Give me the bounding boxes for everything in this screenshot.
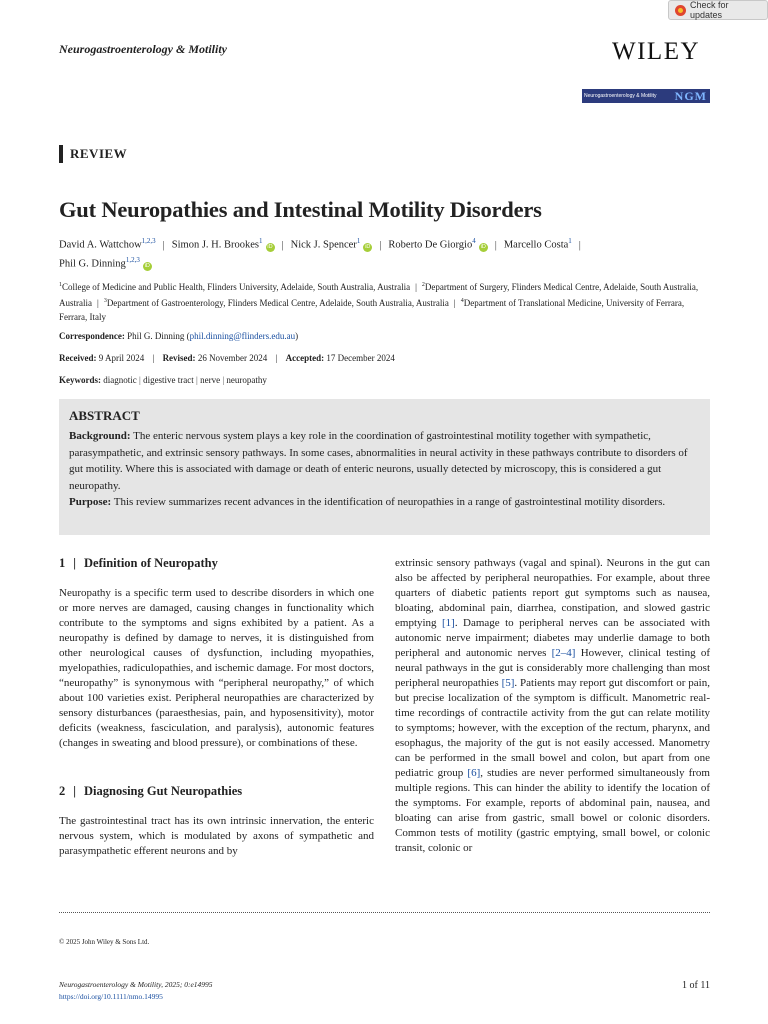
text-run: . Patients may report gut discomfort or pain, but precise localization of the symptom is difficult. Manometric real-time recordings of contractile activity from the gut can relate motility to symptoms; however, with the exception of the rectum, pharynx, and esophagus, the majority of the gut is not easily accessed. Manometry can be performed in the small bowel and colon, but apart from one pediatric group: [395, 677, 710, 779]
correspondence-email-link[interactable]: phil.dinning@flinders.edu.au: [189, 331, 296, 341]
article-title: Gut Neuropathies and Intestinal Motility Disorders: [59, 197, 542, 222]
publisher-logo: WILEY: [612, 38, 701, 65]
keyword-separator: |: [136, 375, 144, 385]
citation-link[interactable]: [1]: [442, 617, 455, 629]
citation-link[interactable]: [6]: [467, 767, 481, 779]
abstract-purpose: [69, 494, 700, 511]
section-2-paragraph: The gastrointestinal tract has its own intrinsic innervation, the enteric nervous system, which is modulated by axons of sympathetic and parasympathetic efferent neurons and by: [59, 815, 374, 857]
footer-divider: [59, 912, 710, 913]
author-separator: |: [162, 239, 165, 251]
author-affiliation-sup[interactable]: 1: [259, 237, 263, 245]
correspondence-name: Phil G. Dinning: [127, 331, 185, 341]
article-type-text: REVIEW: [70, 146, 128, 161]
text-run: extrinsic sensory pathways (vagal and spinal). Neurons in the gut can also be affected by peripheral neuropathies. For example, about three quarters of diabetic patients report gut symptoms such as nausea, bloating, abdominal pain, diarrhea, constipation, and slowed gastric emptying: [395, 557, 710, 629]
text-run: However, clinical testing of neural pathways in the gut is considerably more challenging than most peripheral neuropathies: [395, 647, 710, 689]
affiliation-separator: |: [415, 282, 417, 292]
section-1-heading: 1 | Definition of Neuropathy: [59, 556, 218, 570]
section-bar: [59, 145, 63, 163]
article-dates: Received: 9 April 2024 | Revised: 26 November 2024 | Accepted: 17 December 2024: [59, 353, 395, 363]
author-name[interactable]: Marcello Costa: [503, 239, 569, 251]
keyword[interactable]: nerve: [200, 375, 221, 385]
author-name[interactable]: Simon J. H. Brookes: [171, 239, 259, 251]
author-separator: |: [379, 239, 382, 251]
keyword[interactable]: diagnotic: [103, 375, 137, 385]
accepted-date: 17 December 2024: [326, 353, 395, 363]
keywords-label: Keywords:: [59, 375, 101, 385]
section-2-number: 2: [59, 784, 66, 798]
orcid-icon[interactable]: iD: [480, 243, 486, 250]
footer-citation: [59, 979, 213, 1003]
right-column: [395, 556, 710, 856]
journal-citation: Neurogastroenterology & Motility, 2025; 0:e14995: [59, 980, 213, 989]
journal-title: Neurogastroenterology & Motility: [59, 42, 227, 56]
author-separator: |: [578, 239, 581, 251]
correspondence-label: Correspondence:: [59, 331, 125, 341]
section-1-number: 1: [59, 556, 66, 570]
keyword-separator: |: [220, 375, 227, 385]
section-1-paragraph: Neuropathy is a specific term used to describe disorders in which one or more nerves are damaged, causing changes in functionality which contribute to the symptoms and signs exhibited by a patient. As a neuropathy is defined by damage to nerves, it is distinguished from other neurological causes of dysfunction, including myopathies, myelopathies, radiculopathies, and ischemic damage. For most doctors, “neuropathy” is synonymous with “peripheral neuropathy,” of which about 100 varieties exist. Peripheral neuropathies are characterized by sensory disturbances (paraesthesias, pain, and hyposensitivity), motor deficits (weakness, fasciculation, and paralysis), autonomic features (changes in sweating and blood pressure), or combinations of these.: [59, 587, 374, 749]
text-run: . Damage to peripheral nerves can be associated with autonomic nerve impairment; diabetes may underlie damage to both peripheral and autonomic nerves: [395, 617, 710, 659]
revised-label: Revised:: [162, 353, 196, 363]
affiliation-sup: 1: [59, 282, 62, 288]
citation-link[interactable]: [2–4]: [551, 647, 576, 659]
section-2-heading: 2 | Diagnosing Gut Neuropathies: [59, 784, 243, 798]
text-run: , studies are never performed simultaneously from multiple regions. This can hinder the ability to identify the location of the symptoms. For example, reports of abdominal pain, nausea, and bloating can arise from gastric, small bowel or colonic disorders. Common tests of motility (gastric emptying, small bowel, or colonic transit, colonic or: [395, 767, 710, 854]
section-2-title: Diagnosing Gut Neuropathies: [84, 784, 243, 798]
banner-text: Neurogastroenterology & Motility: [584, 93, 657, 99]
affiliation-sup: 4: [460, 298, 464, 304]
keyword-separator: |: [193, 375, 201, 385]
author-name[interactable]: Nick J. Spencer: [290, 239, 357, 251]
orcid-icon[interactable]: iD: [267, 243, 273, 250]
abstract-heading: ABSTRACT: [69, 408, 140, 423]
revised-date: 26 November 2024: [197, 353, 268, 363]
author-name[interactable]: David A. Wattchow: [59, 239, 142, 251]
keyword[interactable]: digestive tract: [143, 375, 194, 385]
check-for-updates-button[interactable]: [668, 0, 768, 20]
keywords: [59, 375, 267, 385]
crossmark-icon: [675, 5, 686, 16]
citation-link[interactable]: [5]: [501, 677, 515, 689]
affiliation-text: College of Medicine and Public Health, Flinders University, Adelaide, South Australia, Australia: [62, 282, 411, 292]
author-name[interactable]: Phil G. Dinning: [59, 258, 126, 270]
abstract-box: [59, 399, 710, 535]
keyword[interactable]: neuropathy: [226, 375, 267, 385]
received-label: Received:: [59, 353, 97, 363]
received-date: 9 April 2024: [98, 353, 145, 363]
author-affiliation-sup[interactable]: 1: [568, 237, 572, 245]
purpose-label: Purpose:: [69, 496, 112, 508]
left-column: [59, 556, 374, 859]
author-affiliation-sup[interactable]: 1: [356, 237, 361, 245]
doi-link[interactable]: https://doi.org/10.1111/nmo.14995: [59, 992, 163, 1001]
orcid-icon[interactable]: iD: [144, 262, 150, 269]
author-separator: |: [494, 239, 497, 251]
abstract-background: [69, 428, 700, 494]
affiliation-sup: 3: [103, 298, 107, 304]
copyright-notice: © 2025 John Wiley & Sons Ltd.: [59, 938, 150, 946]
accepted-label: Accepted:: [285, 353, 325, 363]
affiliation-text: Department of Surgery, Flinders Medical Centre, Adelaide, South Australia, Australia: [59, 282, 699, 308]
background-label: Background:: [69, 430, 131, 442]
author-list: [59, 234, 719, 272]
affiliation-text: Department of Gastroenterology, Flinders Medical Centre, Adelaide, South Australia, Australia: [106, 298, 449, 308]
author-name[interactable]: Roberto De Giorgio: [388, 239, 473, 251]
correspondence: Correspondence: Phil G. Dinning (phil.dinning@flinders.edu.au): [59, 331, 299, 341]
affiliation-sup: 2: [421, 282, 425, 288]
section-1-title: Definition of Neuropathy: [84, 556, 218, 570]
background-text: The enteric nervous system plays a key role in the coordination of gastrointestinal motility together with sympathetic, parasympathetic, and extrinsic sensory pathways. In some cases, abnormalities in neural activity in these pathways contribute to disorders of gut motility. Where this is associated with damage or death of enteric neurons, usually detected by microscopy, this is considered a gut neuropathy.: [69, 430, 688, 492]
check-for-updates-label: Check for updates: [690, 0, 729, 20]
journal-banner: [582, 89, 710, 103]
author-affiliation-sup[interactable]: 1,2,3: [125, 256, 140, 264]
affiliation-separator: |: [453, 298, 456, 308]
author-affiliation-sup[interactable]: 1,2,3: [141, 237, 156, 245]
article-type-label: [59, 145, 127, 163]
affiliation-separator: |: [97, 298, 99, 308]
page-number: 1 of 11: [682, 980, 710, 991]
keyword-list: [103, 375, 267, 385]
author-affiliation-sup[interactable]: 4: [472, 237, 476, 245]
right-column-paragraph: [395, 556, 710, 856]
author-separator: |: [281, 239, 284, 251]
orcid-icon[interactable]: iD: [365, 243, 371, 250]
affiliations: [59, 278, 709, 324]
ngm-logo: NGM: [674, 89, 707, 103]
purpose-text: This review summarizes recent advances in the identification of neuropathies in a range of gastrointestinal motility disorders.: [113, 496, 666, 508]
affiliation-text: Department of Translational Medicine, University of Ferrara, Ferrara, Italy: [59, 298, 685, 322]
